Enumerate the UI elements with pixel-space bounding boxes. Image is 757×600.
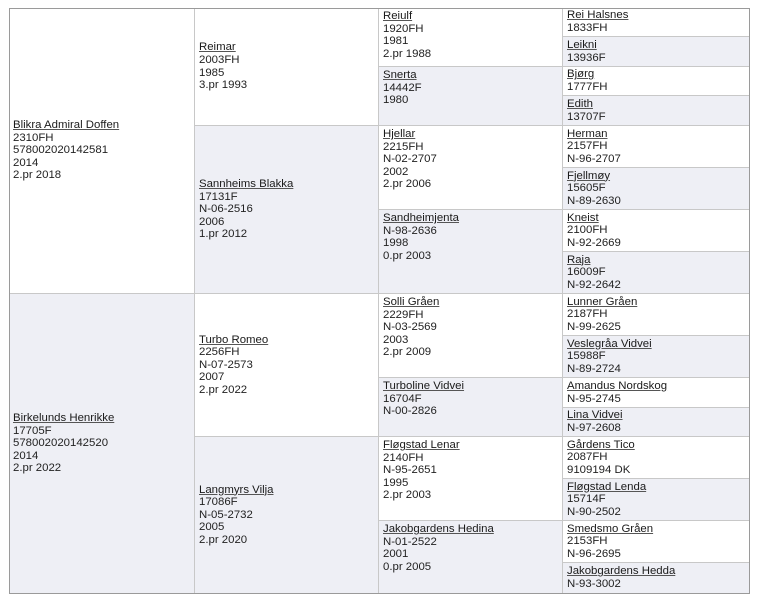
horse-detail: 578002020142581 <box>13 144 109 157</box>
horse-name-link[interactable]: Blikra Admiral Doffen <box>13 119 120 132</box>
horse-detail: 2014 <box>13 449 39 462</box>
horse-name-link[interactable]: Fjellmøy <box>567 169 611 182</box>
horse-detail: 9109194 DK <box>567 463 631 476</box>
horse-name-link[interactable]: Fløgstad Lenar <box>383 439 460 451</box>
horse-detail: N-00-2826 <box>383 405 437 418</box>
horse-detail: 17131F <box>199 190 238 203</box>
horse-detail: 13707F <box>567 110 606 123</box>
horse-detail: 2.pr 2022 <box>199 383 248 396</box>
g3-cell-4 <box>379 210 563 294</box>
horse-detail: 16009F <box>567 266 606 279</box>
horse-name-link[interactable]: Reimar <box>199 41 236 54</box>
g1-cell-1 <box>9 8 195 294</box>
horse-name-link[interactable]: Leikni <box>567 38 597 51</box>
horse-name-link[interactable]: Amandus Nordskog <box>567 379 668 392</box>
horse-detail: 2.pr 2018 <box>13 169 62 182</box>
g2-cell-3 <box>195 294 379 437</box>
g4-cell-16 <box>563 563 750 594</box>
horse-detail: N-95-2651 <box>383 464 437 477</box>
horse-detail: 2.pr 2003 <box>383 489 432 502</box>
horse-detail: 2215FH <box>383 140 424 153</box>
horse-name-link[interactable]: Snerta <box>383 69 417 81</box>
g1-cell-2 <box>9 294 195 594</box>
horse-detail: 3.pr 1993 <box>199 79 248 92</box>
g4-cell-14 <box>563 479 750 521</box>
g4-cell-7 <box>563 210 750 252</box>
g3-cell-8 <box>379 521 563 594</box>
g4-cell-11 <box>563 378 750 408</box>
horse-detail: 1920FH <box>383 22 424 35</box>
horse-detail: 2310FH <box>13 131 54 144</box>
horse-detail: 15605F <box>567 182 606 195</box>
horse-detail: 1833FH <box>567 22 608 34</box>
g2-cell-4 <box>195 437 379 594</box>
g4-cell-15 <box>563 521 750 563</box>
g4-cell-5 <box>563 126 750 168</box>
horse-detail: N-06-2516 <box>199 203 253 216</box>
horse-name-link[interactable]: Rei Halsnes <box>567 9 629 22</box>
horse-detail: 2002 <box>383 165 409 178</box>
horse-detail: N-96-2707 <box>567 152 621 165</box>
horse-detail: 2014 <box>13 156 39 169</box>
g3-cell-1 <box>379 8 563 67</box>
g4-cell-9 <box>563 294 750 336</box>
horse-name-link[interactable]: Sannheims Blakka <box>199 178 294 191</box>
g4-cell-12 <box>563 408 750 437</box>
horse-name-link[interactable]: Turboline Vidvei <box>383 380 465 392</box>
horse-name-link[interactable]: Jakobgardens Hedda <box>567 565 676 578</box>
g4-cell-10 <box>563 336 750 378</box>
g4-cell-3 <box>563 67 750 96</box>
horse-name-link[interactable]: Fløgstad Lenda <box>567 480 647 493</box>
g3-cell-2 <box>379 67 563 126</box>
horse-detail: N-93-3002 <box>567 578 621 590</box>
horse-detail: N-92-2642 <box>567 278 621 291</box>
horse-detail: 1985 <box>199 66 225 79</box>
horse-detail: 2100FH <box>567 224 608 237</box>
horse-detail: 2157FH <box>567 140 608 153</box>
horse-detail: 2.pr 2020 <box>199 533 248 546</box>
horse-name-link[interactable]: Lunner Gråen <box>567 295 638 308</box>
horse-name-link[interactable]: Bjørg <box>567 68 595 81</box>
horse-detail: 0.pr 2005 <box>383 560 432 573</box>
g2-cell-2 <box>195 126 379 294</box>
horse-name-link[interactable]: Langmyrs Vilja <box>199 483 274 496</box>
horse-name-link[interactable]: Turbo Romeo <box>199 333 269 346</box>
g4-cell-1 <box>563 8 750 37</box>
g4-cell-13 <box>563 437 750 479</box>
horse-detail: 2003 <box>383 333 409 346</box>
horse-name-link[interactable]: Reiulf <box>383 10 413 22</box>
horse-detail: 2.pr 1988 <box>383 47 432 60</box>
horse-detail: 2153FH <box>567 535 608 548</box>
horse-detail: 2005 <box>199 521 225 534</box>
horse-detail: 1981 <box>383 35 409 48</box>
horse-detail: N-07-2573 <box>199 358 253 371</box>
horse-detail: 17705F <box>13 424 52 437</box>
horse-detail: 2187FH <box>567 308 608 321</box>
g4-cell-2 <box>563 37 750 67</box>
horse-detail: 2001 <box>383 548 409 561</box>
horse-detail: 2.pr 2022 <box>13 462 62 475</box>
horse-detail: N-95-2745 <box>567 392 621 405</box>
horse-detail: N-90-2502 <box>567 505 621 518</box>
horse-detail: 0.pr 2003 <box>383 249 432 262</box>
horse-detail: N-02-2707 <box>383 153 437 166</box>
horse-detail: N-89-2724 <box>567 362 621 375</box>
horse-detail: 2256FH <box>199 346 240 359</box>
horse-detail: 578002020142520 <box>13 437 109 450</box>
horse-detail: 2006 <box>199 215 225 228</box>
horse-detail: 2007 <box>199 371 225 384</box>
horse-detail: 2003FH <box>199 53 240 66</box>
horse-detail: 2229FH <box>383 308 424 321</box>
horse-detail: N-99-2625 <box>567 320 621 333</box>
horse-detail: 1777FH <box>567 81 608 93</box>
horse-detail: N-97-2608 <box>567 422 621 434</box>
horse-name-link[interactable]: Hjellar <box>383 128 416 140</box>
horse-name-link[interactable]: Veslegråa Vidvei <box>567 337 652 350</box>
horse-detail: N-96-2695 <box>567 547 621 560</box>
g3-cell-6 <box>379 378 563 437</box>
horse-name-link[interactable]: Herman <box>567 127 608 140</box>
horse-detail: 1980 <box>383 94 409 107</box>
g2-cell-1 <box>195 8 379 126</box>
horse-detail: 15714F <box>567 493 606 506</box>
g4-cell-6 <box>563 168 750 210</box>
horse-name-link[interactable]: Jakobgardens Hedina <box>383 523 494 535</box>
horse-detail: N-92-2669 <box>567 236 621 249</box>
horse-name-link[interactable]: Lina Vidvei <box>567 409 623 422</box>
horse-name-link[interactable]: Raja <box>567 253 591 266</box>
horse-name-link[interactable]: Solli Gråen <box>383 296 440 308</box>
horse-detail: 2.pr 2006 <box>383 178 432 191</box>
horse-detail: 13936F <box>567 51 606 64</box>
horse-detail: 1995 <box>383 476 409 489</box>
g4-cell-4 <box>563 96 750 126</box>
horse-detail: 15988F <box>567 350 606 363</box>
horse-detail: 14442F <box>383 81 422 94</box>
horse-name-link[interactable]: Kneist <box>567 211 599 224</box>
horse-detail: 16704F <box>383 392 422 405</box>
g3-cell-3 <box>379 126 563 210</box>
g3-cell-7 <box>379 437 563 521</box>
horse-detail: 2140FH <box>383 451 424 464</box>
horse-detail: 17086F <box>199 496 238 509</box>
horse-detail: N-01-2522 <box>383 535 437 548</box>
g4-cell-8 <box>563 252 750 294</box>
horse-name-link[interactable]: Smedsmo Gråen <box>567 522 654 535</box>
horse-name-link[interactable]: Gårdens Tico <box>567 438 635 451</box>
horse-detail: 1998 <box>383 237 409 250</box>
horse-detail: N-03-2569 <box>383 321 437 334</box>
horse-name-link[interactable]: Birkelunds Henrikke <box>13 412 115 425</box>
horse-detail: N-98-2636 <box>383 224 437 237</box>
horse-detail: N-89-2630 <box>567 194 621 207</box>
horse-detail: 1.pr 2012 <box>199 228 248 241</box>
horse-detail: 2.pr 2009 <box>383 346 432 359</box>
horse-detail: 2087FH <box>567 451 608 464</box>
horse-name-link[interactable]: Edith <box>567 97 593 110</box>
g3-cell-5 <box>379 294 563 378</box>
horse-detail: N-05-2732 <box>199 508 253 521</box>
horse-name-link[interactable]: Sandheimjenta <box>383 212 459 224</box>
pedigree-table <box>9 8 750 594</box>
